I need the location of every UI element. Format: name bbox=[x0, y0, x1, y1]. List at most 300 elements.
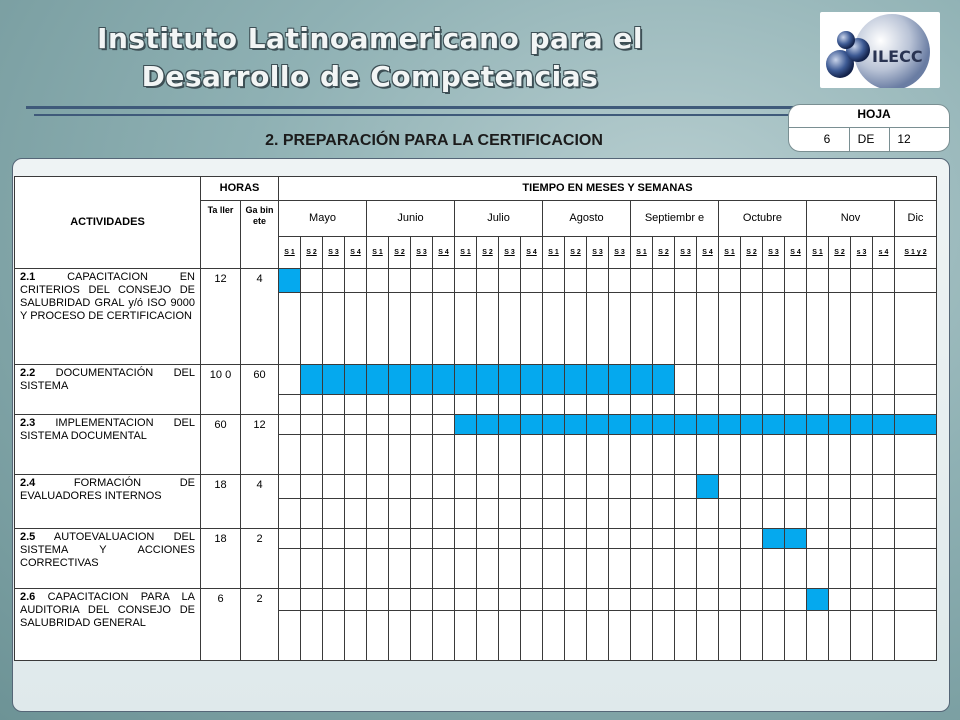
activity-text: AUTOEVALUACION DEL SISTEMA Y ACCIONES CORRECTIVAS bbox=[20, 531, 195, 569]
gantt-cell bbox=[367, 549, 389, 589]
gantt-bar-cell bbox=[389, 365, 411, 395]
gantt-cell bbox=[323, 293, 345, 365]
gantt-bar-cell bbox=[609, 365, 631, 395]
taller-hours: 18 bbox=[201, 529, 241, 589]
week-header bbox=[301, 237, 323, 269]
logo-text: ILECC bbox=[872, 47, 923, 66]
gantt-cell bbox=[587, 611, 609, 661]
gantt-cell bbox=[851, 269, 873, 293]
gantt-cell bbox=[279, 365, 301, 395]
gantt-cell bbox=[367, 269, 389, 293]
gantt-cell bbox=[521, 435, 543, 475]
gantt-bar-cell bbox=[323, 365, 345, 395]
gantt-cell bbox=[763, 611, 785, 661]
gantt-cell bbox=[741, 293, 763, 365]
gantt-cell bbox=[653, 293, 675, 365]
gantt-cell bbox=[807, 435, 829, 475]
gantt-cell bbox=[829, 499, 851, 529]
gantt-cell bbox=[543, 475, 565, 499]
gantt-cell bbox=[389, 435, 411, 475]
gantt-cell bbox=[433, 611, 455, 661]
gantt-cell bbox=[741, 611, 763, 661]
gantt-cell bbox=[323, 549, 345, 589]
gantt-cell bbox=[543, 293, 565, 365]
gantt-cell bbox=[895, 589, 937, 611]
gantt-cell bbox=[367, 415, 389, 435]
gantt-cell bbox=[411, 475, 433, 499]
gantt-cell bbox=[433, 415, 455, 435]
gantt-cell bbox=[807, 269, 829, 293]
gantt-cell bbox=[279, 435, 301, 475]
gantt-cell bbox=[389, 529, 411, 549]
gantt-cell bbox=[785, 395, 807, 415]
gantt-cell bbox=[345, 395, 367, 415]
gantt-cell bbox=[763, 435, 785, 475]
week-label: S 2 bbox=[570, 249, 581, 256]
gantt-cell bbox=[411, 611, 433, 661]
gantt-cell bbox=[675, 589, 697, 611]
gantt-cell bbox=[829, 365, 851, 395]
gantt-cell bbox=[433, 269, 455, 293]
page-title: Instituto Latinoamericano para el Desarrollo de Competencias bbox=[97, 22, 643, 93]
gantt-cell bbox=[763, 475, 785, 499]
gantt-cell bbox=[851, 435, 873, 475]
gantt-cell bbox=[653, 395, 675, 415]
gantt-cell bbox=[323, 269, 345, 293]
gantt-cell bbox=[697, 395, 719, 415]
gantt-cell bbox=[301, 611, 323, 661]
week-label: S 3 bbox=[328, 249, 339, 256]
week-label: S 2 bbox=[306, 249, 317, 256]
gantt-cell bbox=[389, 611, 411, 661]
gantt-cell bbox=[873, 293, 895, 365]
gantt-cell bbox=[807, 611, 829, 661]
title-underline bbox=[26, 106, 806, 109]
hoja-label: HOJA bbox=[857, 107, 891, 121]
gantt-cell bbox=[543, 395, 565, 415]
gantt-cell bbox=[543, 589, 565, 611]
gantt-cell bbox=[411, 435, 433, 475]
gantt-cell bbox=[675, 499, 697, 529]
gantt-bar-cell bbox=[521, 415, 543, 435]
gantt-cell bbox=[279, 415, 301, 435]
gantt-cell bbox=[521, 529, 543, 549]
gantt-cell bbox=[411, 293, 433, 365]
gantt-cell bbox=[785, 365, 807, 395]
gantt-cell bbox=[521, 549, 543, 589]
gantt-cell bbox=[521, 499, 543, 529]
month-header: Mayo bbox=[279, 201, 367, 237]
gantt-cell bbox=[565, 529, 587, 549]
activity-cell bbox=[15, 475, 201, 529]
gantt-cell bbox=[565, 293, 587, 365]
gantt-cell bbox=[301, 499, 323, 529]
gantt-cell bbox=[543, 611, 565, 661]
gantt-cell bbox=[477, 611, 499, 661]
gantt-cell bbox=[323, 499, 345, 529]
gantt-cell bbox=[543, 549, 565, 589]
gantt-cell bbox=[763, 549, 785, 589]
gantt-cell bbox=[411, 529, 433, 549]
week-header bbox=[411, 237, 433, 269]
gantt-bar-cell bbox=[741, 415, 763, 435]
gantt-cell bbox=[455, 529, 477, 549]
month-header: Julio bbox=[455, 201, 543, 237]
week-label: S 4 bbox=[790, 249, 801, 256]
gantt-cell bbox=[433, 529, 455, 549]
gantt-cell bbox=[631, 475, 653, 499]
week-label: S 2 bbox=[394, 249, 405, 256]
gantt-cell bbox=[719, 269, 741, 293]
gantt-cell bbox=[323, 435, 345, 475]
gantt-cell bbox=[543, 269, 565, 293]
gantt-cell bbox=[301, 589, 323, 611]
taller-hours: 18 bbox=[201, 475, 241, 529]
gantt-cell bbox=[477, 549, 499, 589]
week-label: s 3 bbox=[856, 249, 867, 256]
gantt-bar-cell bbox=[807, 589, 829, 611]
gantt-cell bbox=[851, 549, 873, 589]
gantt-cell bbox=[873, 475, 895, 499]
gantt-cell bbox=[455, 611, 477, 661]
gantt-cell bbox=[301, 549, 323, 589]
gantt-cell bbox=[499, 529, 521, 549]
gantt-bar-cell bbox=[719, 415, 741, 435]
gantt-cell bbox=[521, 395, 543, 415]
gantt-bar-cell bbox=[345, 365, 367, 395]
activity-number: 2.4 bbox=[20, 477, 36, 489]
gantt-cell bbox=[653, 269, 675, 293]
gantt-cell bbox=[389, 395, 411, 415]
activity-cell bbox=[15, 365, 201, 415]
header-tiempo: TIEMPO EN MESES Y SEMANAS bbox=[279, 177, 937, 201]
month-header: Septiembr e bbox=[631, 201, 719, 237]
gantt-cell bbox=[455, 293, 477, 365]
activity-cell bbox=[15, 589, 201, 661]
activity-number: 2.1 bbox=[20, 271, 36, 283]
page-total: 12 bbox=[897, 132, 911, 146]
gantt-cell bbox=[697, 611, 719, 661]
week-header bbox=[807, 237, 829, 269]
gantt-cell bbox=[565, 475, 587, 499]
gantt-cell bbox=[807, 529, 829, 549]
gantt-cell bbox=[411, 589, 433, 611]
gantt-bar-cell bbox=[477, 365, 499, 395]
gantt-cell bbox=[565, 611, 587, 661]
gantt-cell bbox=[455, 499, 477, 529]
gantt-cell bbox=[851, 475, 873, 499]
gantt-cell bbox=[895, 549, 937, 589]
gantt-cell bbox=[851, 589, 873, 611]
gantt-cell bbox=[741, 365, 763, 395]
gantt-cell bbox=[389, 589, 411, 611]
gantt-cell bbox=[719, 549, 741, 589]
gantt-cell bbox=[565, 435, 587, 475]
page-de: DE bbox=[857, 132, 875, 146]
gantt-cell bbox=[411, 269, 433, 293]
week-header bbox=[631, 237, 653, 269]
gantt-cell bbox=[609, 435, 631, 475]
gantt-cell bbox=[631, 435, 653, 475]
gantt-bar-cell bbox=[565, 365, 587, 395]
gantt-cell bbox=[829, 395, 851, 415]
week-label: S 2 bbox=[658, 249, 669, 256]
gantt-cell bbox=[433, 435, 455, 475]
week-header bbox=[345, 237, 367, 269]
gantt-cell bbox=[631, 549, 653, 589]
title-underline-secondary bbox=[34, 114, 794, 116]
week-label: S 2 bbox=[482, 249, 493, 256]
gantt-cell bbox=[697, 529, 719, 549]
gantt-cell bbox=[609, 529, 631, 549]
activity-text: CAPACITACION EN CRITERIOS DEL CONSEJO DE SALUBRIDAD GRAL y/ó ISO 9000 Y PROCESO DE CERTIFICACION bbox=[20, 271, 196, 322]
activity-number: 2.2 bbox=[20, 367, 36, 379]
gantt-cell bbox=[851, 529, 873, 549]
gantt-cell bbox=[719, 589, 741, 611]
gantt-cell bbox=[763, 293, 785, 365]
gantt-cell bbox=[719, 293, 741, 365]
gantt-cell bbox=[345, 589, 367, 611]
gantt-cell bbox=[301, 529, 323, 549]
header-gabinete: Ga bin ete bbox=[241, 201, 279, 269]
gantt-cell bbox=[807, 549, 829, 589]
gantt-cell bbox=[499, 549, 521, 589]
gantt-cell bbox=[279, 529, 301, 549]
gantt-cell bbox=[675, 529, 697, 549]
gantt-cell bbox=[719, 499, 741, 529]
gantt-cell bbox=[565, 499, 587, 529]
gantt-cell bbox=[587, 395, 609, 415]
week-header bbox=[741, 237, 763, 269]
gantt-cell bbox=[895, 499, 937, 529]
gantt-cell bbox=[631, 499, 653, 529]
gantt-cell bbox=[323, 589, 345, 611]
week-header bbox=[455, 237, 477, 269]
gantt-cell bbox=[609, 549, 631, 589]
gantt-cell bbox=[477, 293, 499, 365]
gantt-cell bbox=[499, 475, 521, 499]
gantt-table bbox=[14, 176, 937, 661]
gantt-bar-cell bbox=[411, 365, 433, 395]
gantt-cell bbox=[279, 549, 301, 589]
week-label: S 1 bbox=[372, 249, 383, 256]
gantt-cell bbox=[433, 475, 455, 499]
gantt-cell bbox=[301, 415, 323, 435]
gantt-cell bbox=[895, 475, 937, 499]
gantt-cell bbox=[675, 549, 697, 589]
gantt-bar-cell bbox=[499, 365, 521, 395]
month-header: Junio bbox=[367, 201, 455, 237]
header-taller: Ta ller bbox=[201, 201, 241, 269]
activity-cell bbox=[15, 415, 201, 475]
gantt-cell bbox=[411, 499, 433, 529]
gantt-cell bbox=[675, 293, 697, 365]
week-label: S 3 bbox=[614, 249, 625, 256]
week-label: S 3 bbox=[416, 249, 427, 256]
gantt-cell bbox=[741, 499, 763, 529]
gantt-cell bbox=[389, 475, 411, 499]
gabinete-hours: 12 bbox=[241, 415, 279, 475]
week-label: S 1 y 2 bbox=[904, 249, 927, 256]
gantt-cell bbox=[675, 475, 697, 499]
gantt-cell bbox=[367, 611, 389, 661]
gantt-cell bbox=[587, 529, 609, 549]
week-label: S 4 bbox=[350, 249, 361, 256]
gantt-cell bbox=[873, 499, 895, 529]
gantt-cell bbox=[697, 549, 719, 589]
gantt-bar-cell bbox=[697, 415, 719, 435]
week-label: S 4 bbox=[702, 249, 713, 256]
gantt-bar-cell bbox=[763, 415, 785, 435]
gantt-cell bbox=[873, 549, 895, 589]
gantt-cell bbox=[301, 395, 323, 415]
gantt-cell bbox=[587, 549, 609, 589]
gantt-bar-cell bbox=[631, 415, 653, 435]
gantt-cell bbox=[873, 611, 895, 661]
gantt-cell bbox=[829, 529, 851, 549]
week-header bbox=[851, 237, 873, 269]
gantt-cell bbox=[631, 269, 653, 293]
week-header bbox=[785, 237, 807, 269]
gantt-cell bbox=[829, 435, 851, 475]
gantt-cell bbox=[367, 395, 389, 415]
gantt-cell bbox=[477, 269, 499, 293]
gantt-cell bbox=[631, 611, 653, 661]
gantt-cell bbox=[367, 499, 389, 529]
gantt-cell bbox=[741, 269, 763, 293]
gantt-cell bbox=[345, 269, 367, 293]
gantt-cell bbox=[697, 499, 719, 529]
gantt-cell bbox=[653, 499, 675, 529]
week-header bbox=[873, 237, 895, 269]
gantt-cell bbox=[367, 475, 389, 499]
taller-hours: 60 bbox=[201, 415, 241, 475]
gantt-cell bbox=[653, 475, 675, 499]
gantt-bar-cell bbox=[873, 415, 895, 435]
gantt-cell bbox=[279, 293, 301, 365]
gantt-bar-cell bbox=[697, 475, 719, 499]
gantt-cell bbox=[345, 499, 367, 529]
gantt-cell bbox=[389, 269, 411, 293]
gantt-bar-cell bbox=[543, 415, 565, 435]
gantt-cell bbox=[719, 365, 741, 395]
gantt-cell bbox=[609, 611, 631, 661]
gantt-cell bbox=[763, 589, 785, 611]
gantt-bar-cell bbox=[807, 415, 829, 435]
gantt-cell bbox=[851, 293, 873, 365]
activity-number: 2.5 bbox=[20, 531, 36, 543]
gantt-cell bbox=[719, 529, 741, 549]
gantt-cell bbox=[697, 269, 719, 293]
gantt-cell bbox=[521, 611, 543, 661]
week-label: S 4 bbox=[526, 249, 537, 256]
gantt-cell bbox=[477, 435, 499, 475]
activity-number: 2.6 bbox=[20, 591, 36, 603]
gantt-cell bbox=[433, 499, 455, 529]
week-header bbox=[389, 237, 411, 269]
month-header: Dic bbox=[895, 201, 937, 237]
gantt-cell bbox=[587, 499, 609, 529]
gantt-cell bbox=[763, 395, 785, 415]
gantt-cell bbox=[301, 293, 323, 365]
gantt-bar-cell bbox=[455, 415, 477, 435]
gantt-cell bbox=[433, 395, 455, 415]
gantt-cell bbox=[499, 269, 521, 293]
gantt-bar-cell bbox=[763, 529, 785, 549]
gantt-cell bbox=[873, 435, 895, 475]
gantt-bar-cell bbox=[455, 365, 477, 395]
gantt-cell bbox=[455, 435, 477, 475]
gantt-cell bbox=[389, 549, 411, 589]
gantt-cell bbox=[279, 589, 301, 611]
activity-text: IMPLEMENTACION DEL SISTEMA DOCUMENTAL bbox=[20, 417, 196, 442]
gantt-cell bbox=[411, 549, 433, 589]
week-label: S 3 bbox=[768, 249, 779, 256]
gantt-cell bbox=[895, 365, 937, 395]
gantt-bar-cell bbox=[433, 365, 455, 395]
gantt-bar-cell bbox=[609, 415, 631, 435]
gantt-cell bbox=[697, 293, 719, 365]
week-header bbox=[697, 237, 719, 269]
week-header bbox=[609, 237, 631, 269]
gantt-cell bbox=[411, 415, 433, 435]
gantt-cell bbox=[851, 611, 873, 661]
gabinete-hours: 2 bbox=[241, 529, 279, 589]
gantt-cell bbox=[785, 269, 807, 293]
week-label: S 1 bbox=[284, 249, 295, 256]
gantt-cell bbox=[455, 269, 477, 293]
gantt-cell bbox=[521, 269, 543, 293]
activity-text: DOCUMENTACIÓN DEL SISTEMA bbox=[20, 367, 196, 392]
week-header bbox=[477, 237, 499, 269]
gantt-cell bbox=[609, 589, 631, 611]
week-header bbox=[653, 237, 675, 269]
gantt-cell bbox=[697, 589, 719, 611]
gantt-cell bbox=[653, 549, 675, 589]
week-label: S 1 bbox=[812, 249, 823, 256]
gantt-cell bbox=[345, 529, 367, 549]
gantt-cell bbox=[389, 499, 411, 529]
gantt-cell bbox=[763, 499, 785, 529]
gantt-cell bbox=[763, 269, 785, 293]
gantt-cell bbox=[675, 435, 697, 475]
week-label: S 2 bbox=[834, 249, 845, 256]
gantt-bar-cell bbox=[587, 365, 609, 395]
gantt-cell bbox=[367, 293, 389, 365]
gantt-cell bbox=[719, 611, 741, 661]
gantt-cell bbox=[829, 611, 851, 661]
week-header bbox=[499, 237, 521, 269]
gantt-cell bbox=[785, 293, 807, 365]
gantt-cell bbox=[455, 549, 477, 589]
gantt-cell bbox=[719, 475, 741, 499]
gantt-cell bbox=[367, 589, 389, 611]
gantt-cell bbox=[741, 549, 763, 589]
gantt-bar-cell bbox=[521, 365, 543, 395]
gantt-cell bbox=[851, 499, 873, 529]
gantt-cell bbox=[477, 395, 499, 415]
gantt-cell bbox=[345, 435, 367, 475]
gantt-cell bbox=[477, 589, 499, 611]
gantt-cell bbox=[895, 529, 937, 549]
gantt-cell bbox=[895, 269, 937, 293]
week-header bbox=[829, 237, 851, 269]
gantt-bar-cell bbox=[675, 415, 697, 435]
gantt-cell bbox=[521, 475, 543, 499]
gantt-cell bbox=[675, 395, 697, 415]
gantt-cell bbox=[323, 395, 345, 415]
gantt-bar-cell bbox=[785, 415, 807, 435]
